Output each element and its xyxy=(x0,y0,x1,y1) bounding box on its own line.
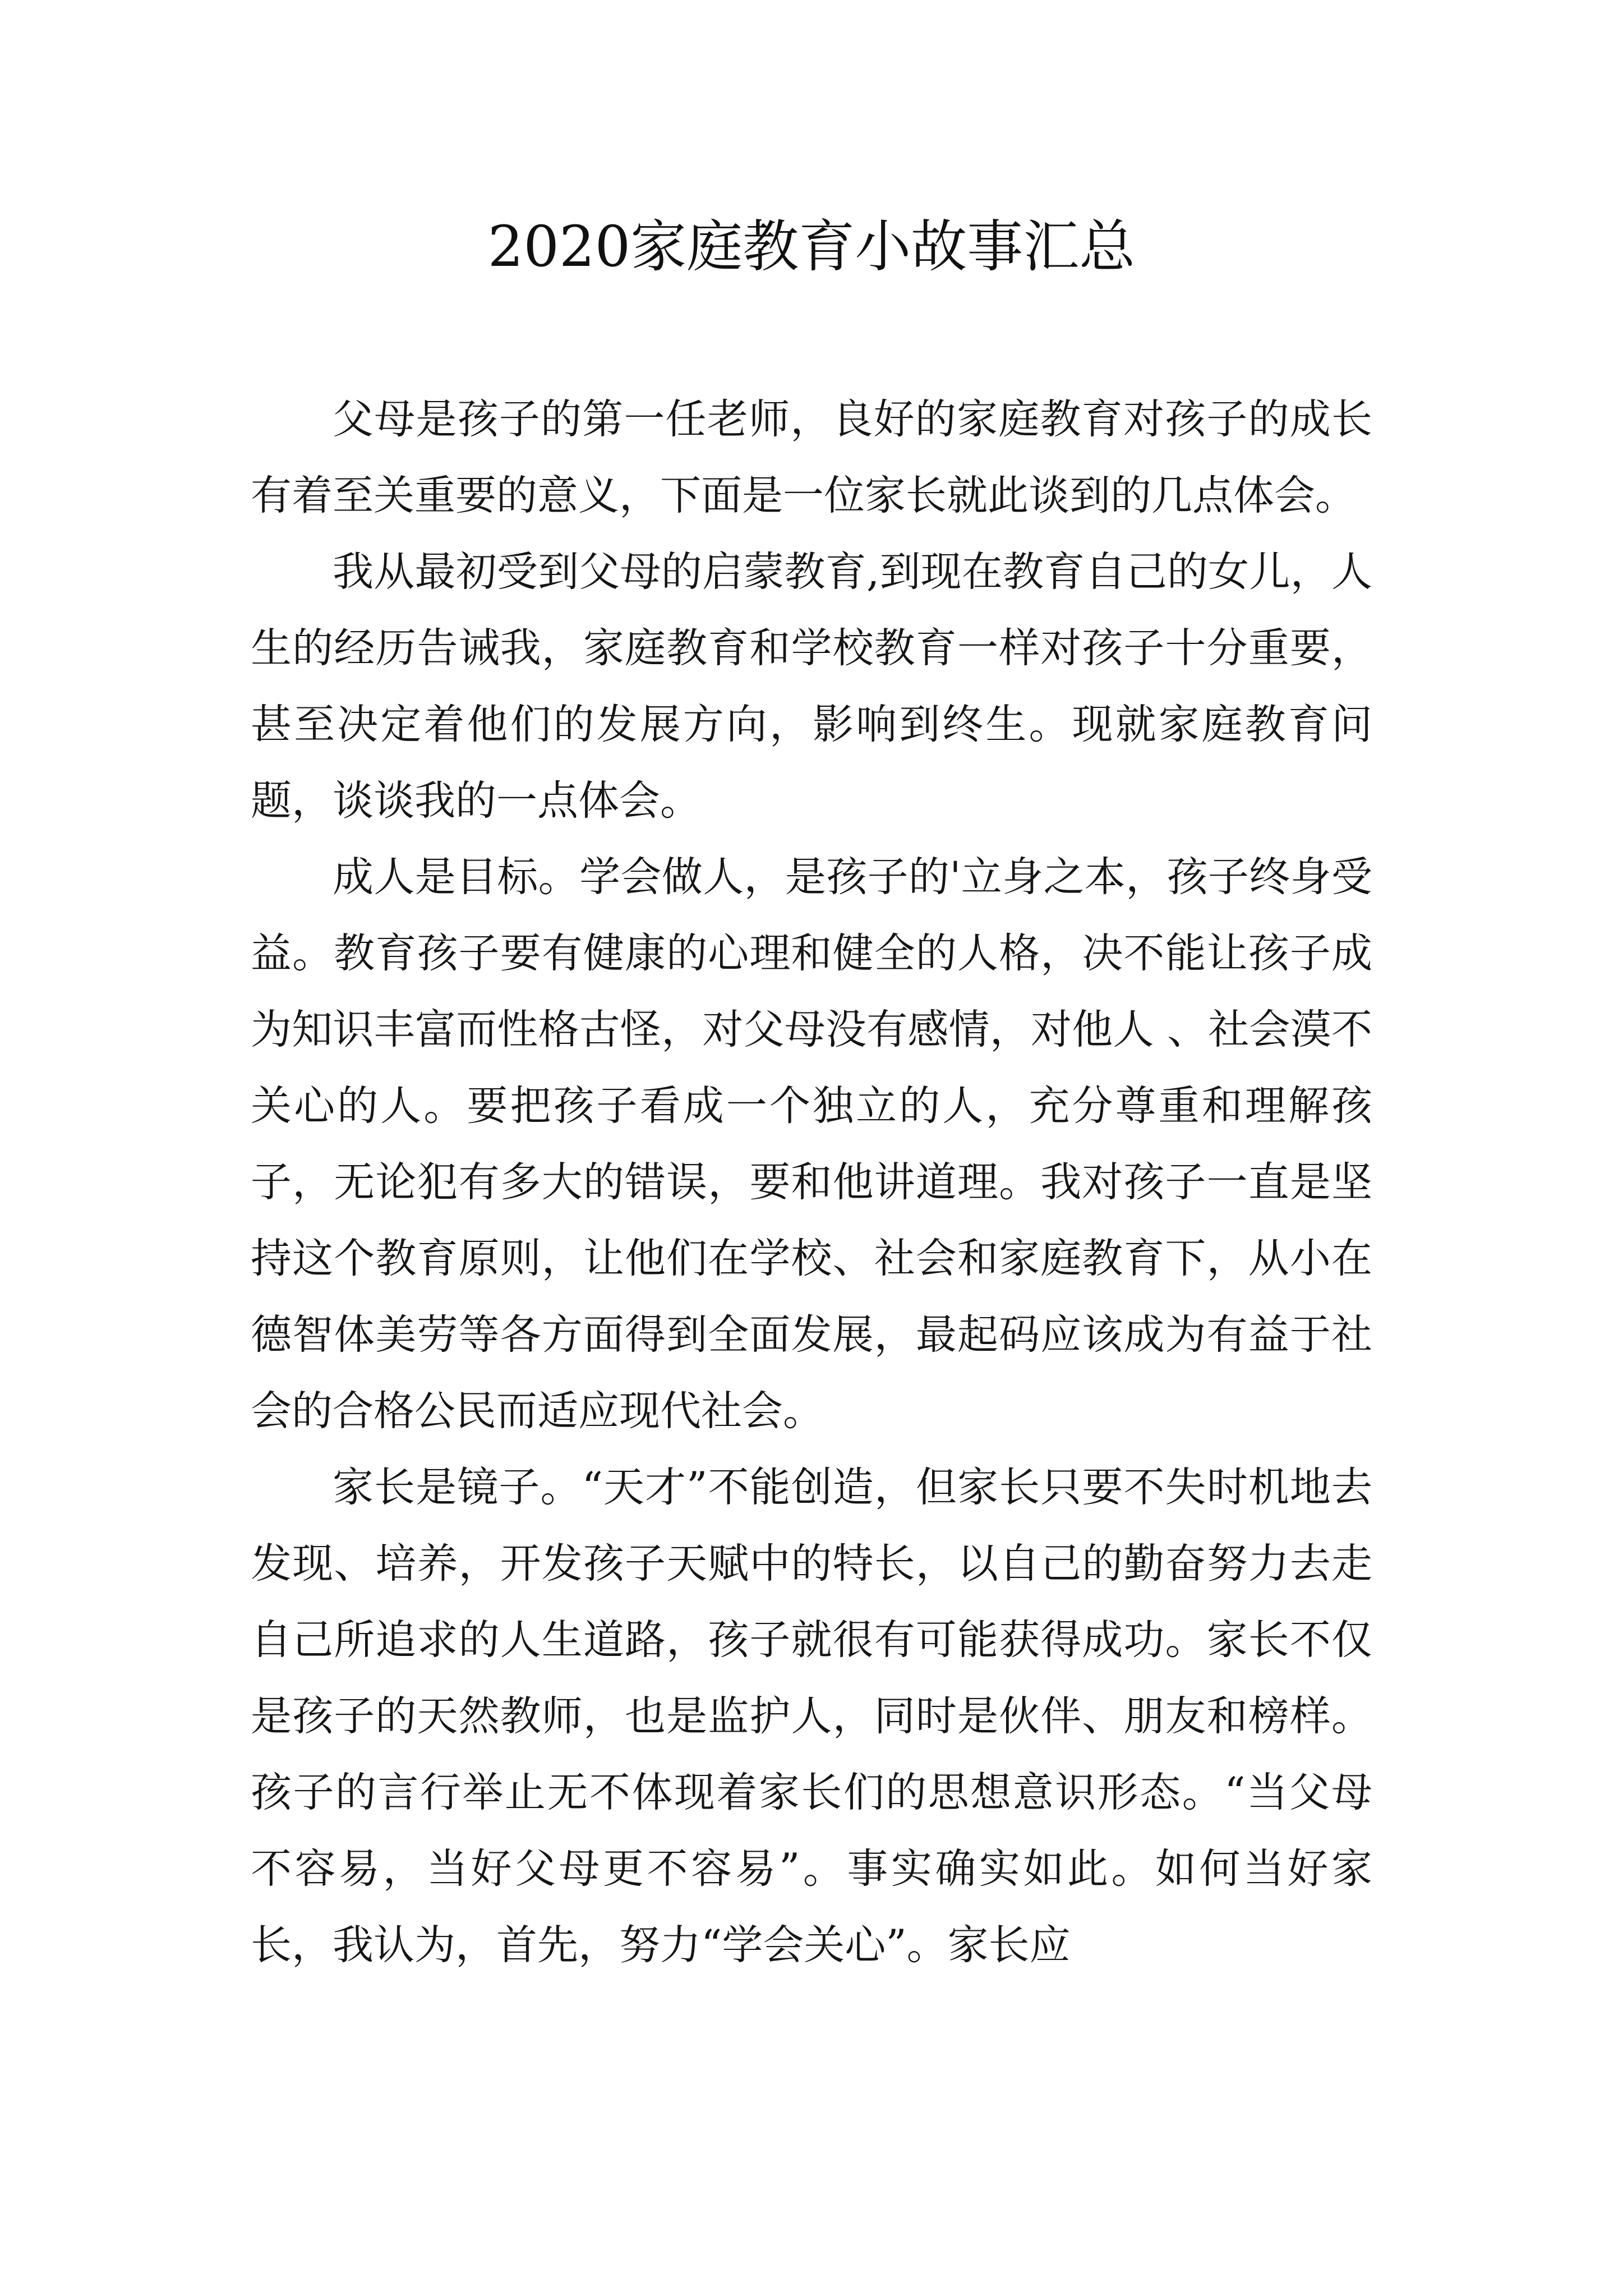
document-title: 2020家庭教育小故事汇总 xyxy=(487,214,1136,279)
paragraph-3: 成人是目标。学会做人，是孩子的'立身之本，孩子终身受益。教育孩子要有健康的心理和健全的人格，决不能让孩子成为知识丰富而性格古怪，对父母没有感情，对他人 、社会漠不关心的人。要把孩子看成一个独立的人，充分尊重和理解孩子，无论犯有多大的错误，要和他讲道理。我对孩子一直是坚持这个教育原则，让他们在学校、社会和家庭教育下，从小在德智体美劳等各方面得到全面发展，最起码应该成为有益于社会的合格公民而适应现代社会。 xyxy=(251,853,1372,1435)
paragraph-1: 父母是孩子的第一任老师，良好的家庭教育对孩子的成长有着至关重要的意义，下面是一位家长就此谈到的几点体会。 xyxy=(251,395,1372,519)
document-body xyxy=(251,381,1372,1984)
paragraph-4: 家长是镜子。“天才”不能创造，但家长只要不失时机地去发现、培养，开发孩子天赋中的特长，以自己的勤奋努力去走自己所追求的人生道路，孩子就很有可能获得成功。家长不仅是孩子的天然教师，也是监护人，同时是伙伴、朋友和榜样。孩子的言行举止无不体现着家长们的思想意识形态。“当父母不容易，当好父母更不容易”。事实确实如此。如何当好家长，我认为，首先，努力“学会关心”。家长应 xyxy=(251,1464,1372,1969)
paragraph-2: 我从最初受到父母的启蒙教育,到现在教育自己的女儿，人生的经历告诫我，家庭教育和学校教育一样对孩子十分重要，甚至决定着他们的发展方向，影响到终生。现就家庭教育问题，谈谈我的一点体会。 xyxy=(251,548,1372,825)
